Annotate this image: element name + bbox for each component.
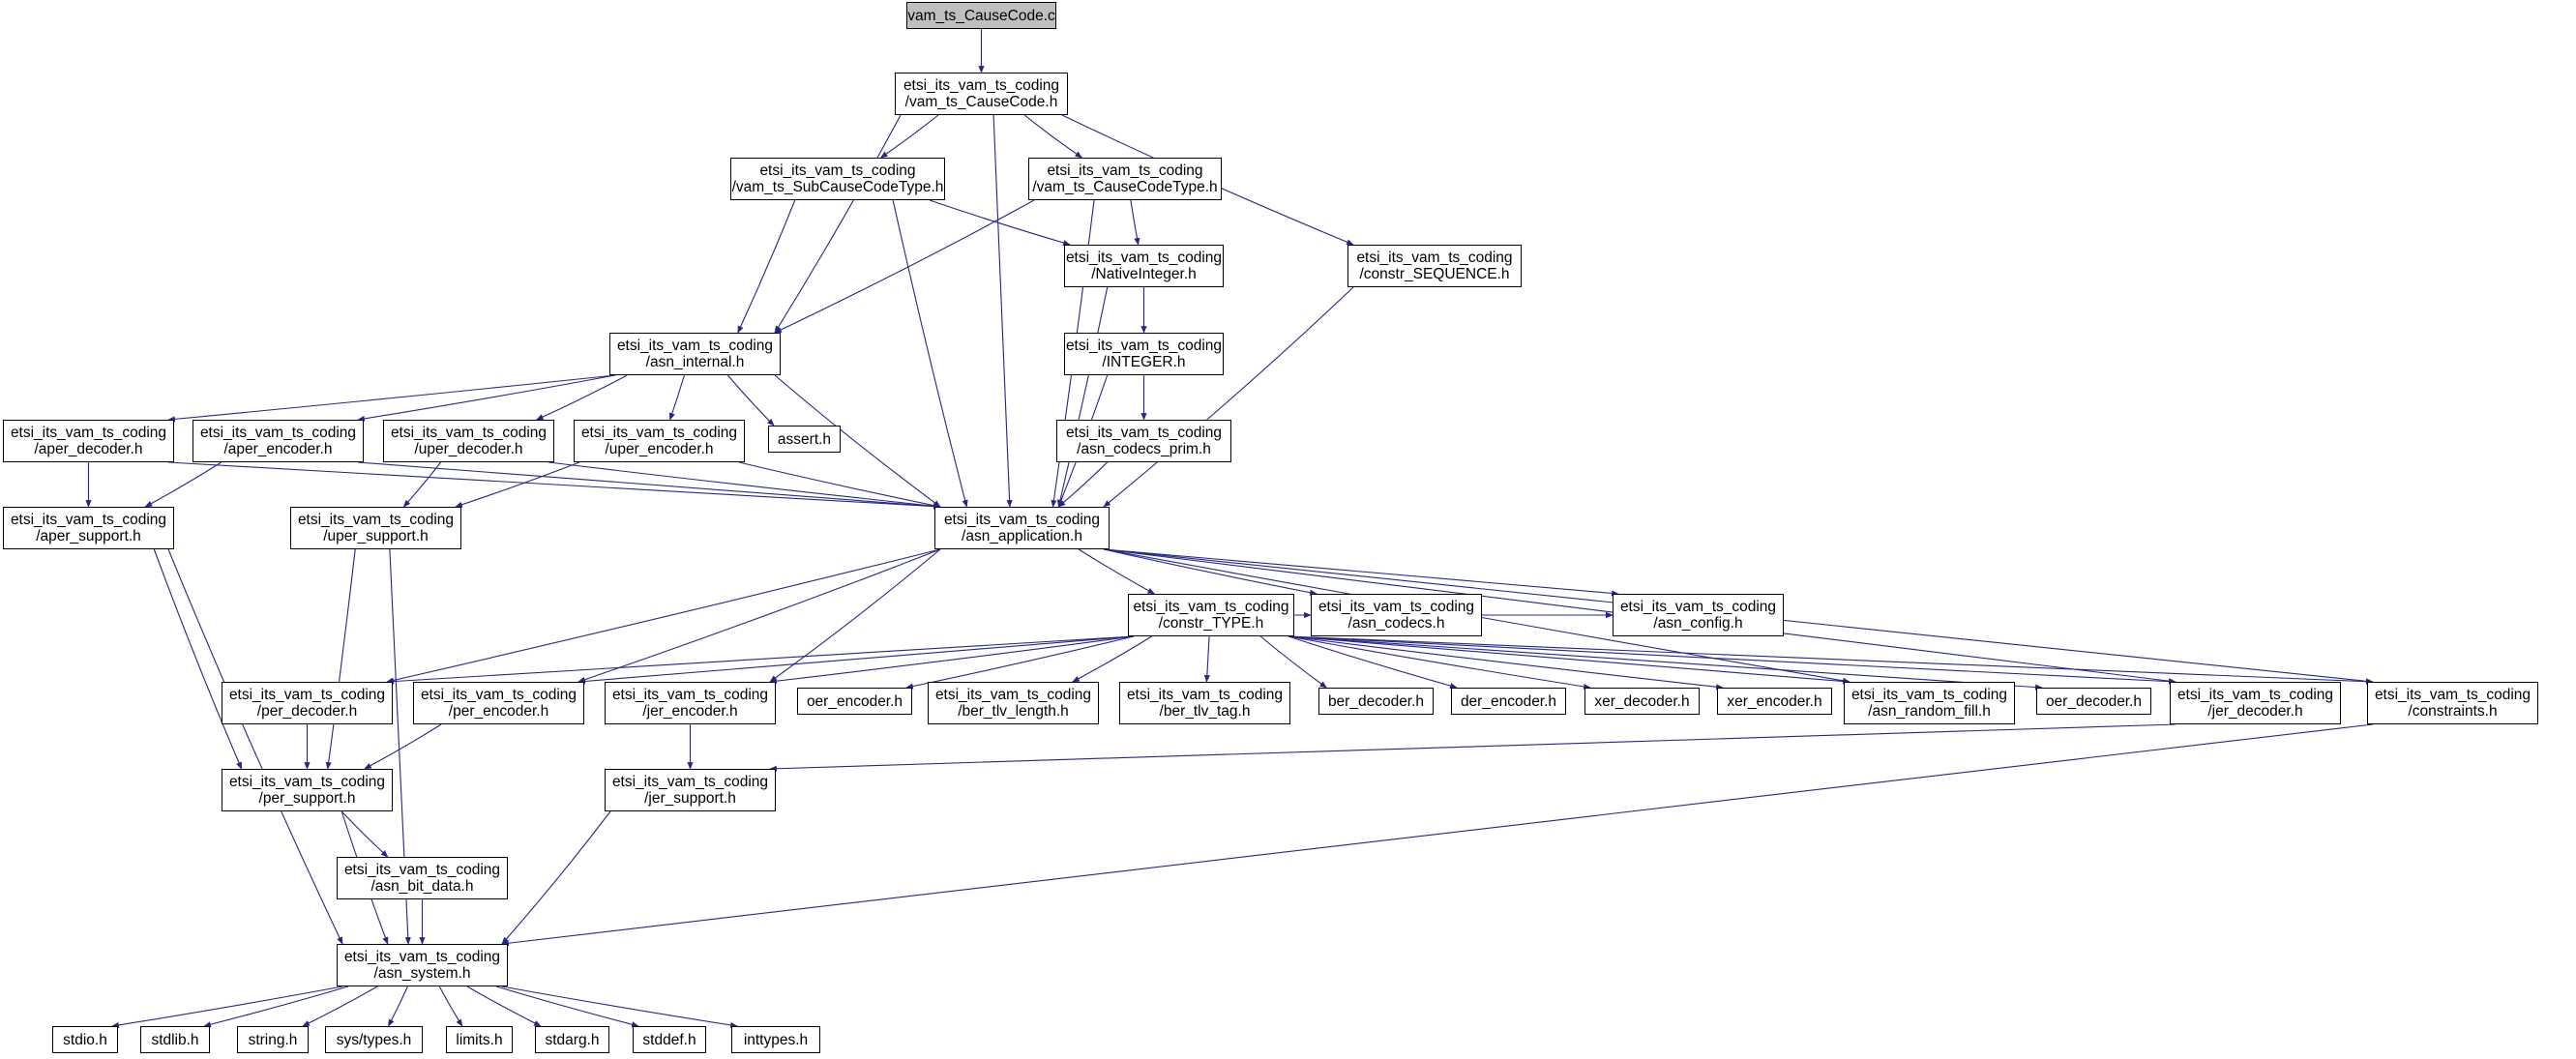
graph-edge <box>578 549 940 682</box>
graph-edge <box>739 462 940 507</box>
graph-node[interactable]: etsi_its_vam_ts_coding /constraints.h <box>2367 682 2538 724</box>
graph-edge <box>341 811 388 857</box>
graph-node[interactable]: etsi_its_vam_ts_coding /jer_encoder.h <box>605 682 776 724</box>
graph-edge <box>328 549 355 769</box>
graph-node[interactable]: oer_encoder.h <box>797 688 912 715</box>
graph-edge <box>770 549 940 682</box>
graph-edge <box>1288 636 1457 688</box>
graph-node[interactable]: etsi_its_vam_ts_coding /ber_tlv_length.h <box>928 682 1099 724</box>
graph-node[interactable]: ber_decoder.h <box>1318 688 1434 715</box>
graph-node[interactable]: der_encoder.h <box>1451 688 1566 715</box>
graph-node[interactable]: etsi_its_vam_ts_coding /asn_random_fill.h <box>1844 682 2015 724</box>
graph-node[interactable]: sys/types.h <box>325 1026 423 1053</box>
graph-edge <box>1288 636 1723 688</box>
graph-node[interactable]: etsi_its_vam_ts_coding /jer_decoder.h <box>2170 682 2341 724</box>
graph-edge <box>670 375 685 420</box>
graph-edge <box>204 986 348 1026</box>
graph-node[interactable]: etsi_its_vam_ts_coding /per_support.h <box>222 769 393 811</box>
graph-node[interactable]: etsi_its_vam_ts_coding /NativeInteger.h <box>1064 245 1224 287</box>
graph-edge <box>893 200 966 507</box>
graph-edge <box>775 115 901 333</box>
graph-node[interactable]: etsi_its_vam_ts_coding /INTEGER.h <box>1064 333 1224 375</box>
graph-edge <box>154 549 241 769</box>
graph-node[interactable]: etsi_its_vam_ts_coding /vam_ts_CauseCode.h <box>895 73 1068 115</box>
graph-node[interactable]: xer_decoder.h <box>1584 688 1700 715</box>
graph-node[interactable]: xer_encoder.h <box>1717 688 1832 715</box>
graph-node[interactable]: stdio.h <box>52 1026 118 1053</box>
graph-node[interactable]: etsi_its_vam_ts_coding /aper_support.h <box>3 507 174 549</box>
graph-edge <box>906 636 1134 688</box>
graph-edge <box>496 986 638 1026</box>
graph-edge <box>1206 636 1209 682</box>
graph-edge <box>1288 636 2042 688</box>
graph-edge <box>1288 636 2176 682</box>
graph-node[interactable]: vam_ts_CauseCode.c <box>906 2 1056 29</box>
graph-node[interactable]: etsi_its_vam_ts_coding /aper_decoder.h <box>3 420 174 462</box>
graph-node[interactable]: etsi_its_vam_ts_coding /per_decoder.h <box>222 682 393 724</box>
graph-edge <box>1058 462 1107 507</box>
graph-edge <box>1131 200 1139 245</box>
graph-edge <box>467 986 541 1026</box>
graph-node[interactable]: inttypes.h <box>731 1026 820 1053</box>
graph-node[interactable]: etsi_its_vam_ts_coding /constr_SEQUENCE.h <box>1347 245 1522 287</box>
graph-edge <box>389 986 408 1026</box>
graph-edge <box>1288 636 1590 688</box>
graph-edge <box>1058 287 1107 507</box>
graph-node[interactable]: stdlib.h <box>140 1026 210 1053</box>
graph-edge <box>387 636 1134 682</box>
graph-node[interactable]: etsi_its_vam_ts_coding /asn_internal.h <box>609 333 781 375</box>
graph-edge <box>770 636 1134 682</box>
graph-edge <box>502 986 737 1026</box>
graph-edge <box>1288 636 1850 682</box>
graph-node[interactable]: assert.h <box>768 426 841 453</box>
graph-edge <box>1260 636 1326 688</box>
graph-edge <box>303 986 377 1026</box>
graph-edge <box>993 115 1010 507</box>
graph-edge <box>775 200 1034 333</box>
graph-edge <box>145 462 221 507</box>
graph-node[interactable]: etsi_its_vam_ts_coding /jer_support.h <box>605 769 776 811</box>
graph-edge <box>112 986 342 1026</box>
graph-node[interactable]: etsi_its_vam_ts_coding /asn_application.h <box>934 507 1110 549</box>
graph-edge <box>1073 636 1152 682</box>
graph-edge <box>578 636 1134 682</box>
graph-edge <box>1104 549 1317 594</box>
graph-node[interactable]: etsi_its_vam_ts_coding /uper_encoder.h <box>574 420 745 462</box>
graph-edge <box>502 724 2373 944</box>
graph-edge <box>1104 549 1618 594</box>
graph-node[interactable]: limits.h <box>446 1026 513 1053</box>
graph-edge <box>439 986 462 1026</box>
graph-node[interactable]: etsi_its_vam_ts_coding /per_encoder.h <box>413 682 584 724</box>
graph-edge <box>548 462 940 507</box>
graph-edge <box>358 462 940 507</box>
graph-node[interactable]: etsi_its_vam_ts_coding /uper_support.h <box>290 507 461 549</box>
graph-edge <box>930 200 1070 245</box>
graph-node[interactable]: stddef.h <box>633 1026 706 1053</box>
graph-edge <box>403 462 440 507</box>
graph-edge <box>1288 636 2373 682</box>
graph-edge <box>502 811 610 944</box>
graph-node[interactable]: etsi_its_vam_ts_coding /ber_tlv_tag.h <box>1119 682 1290 724</box>
graph-node[interactable]: etsi_its_vam_ts_coding /uper_decoder.h <box>383 420 554 462</box>
graph-node[interactable]: etsi_its_vam_ts_coding /aper_encoder.h <box>192 420 364 462</box>
graph-node[interactable]: oer_decoder.h <box>2036 688 2151 715</box>
graph-edge <box>365 724 441 769</box>
graph-edge <box>881 115 938 158</box>
graph-node[interactable]: etsi_its_vam_ts_coding /asn_bit_data.h <box>337 857 508 899</box>
graph-node[interactable]: etsi_its_vam_ts_coding /asn_codecs_prim.h <box>1056 420 1231 462</box>
graph-node[interactable]: etsi_its_vam_ts_coding /vam_ts_CauseCodeType.h <box>1028 158 1222 200</box>
graph-edge <box>1079 549 1154 594</box>
graph-edge <box>1104 287 1353 507</box>
graph-edge <box>1024 115 1081 158</box>
graph-edge <box>727 375 774 426</box>
graph-node[interactable]: etsi_its_vam_ts_coding /asn_config.h <box>1613 594 1784 636</box>
graph-node[interactable]: stdarg.h <box>535 1026 609 1053</box>
graph-edge <box>738 200 795 333</box>
graph-edge <box>537 375 628 420</box>
graph-node[interactable]: etsi_its_vam_ts_coding /constr_TYPE.h <box>1128 594 1294 636</box>
graph-edge <box>168 375 615 420</box>
graph-edge <box>456 462 579 507</box>
graph-edge <box>770 724 2176 769</box>
graph-node[interactable]: etsi_its_vam_ts_coding /vam_ts_SubCauseCodeType.h <box>730 158 945 200</box>
graph-edge <box>168 462 940 507</box>
graph-edge <box>168 549 342 944</box>
graph-node[interactable]: etsi_its_vam_ts_coding /asn_codecs.h <box>1311 594 1482 636</box>
graph-edge <box>387 549 940 682</box>
graph-edge <box>358 375 615 420</box>
graph-node[interactable]: string.h <box>237 1026 309 1053</box>
graph-node[interactable]: etsi_its_vam_ts_coding /asn_system.h <box>337 944 508 986</box>
